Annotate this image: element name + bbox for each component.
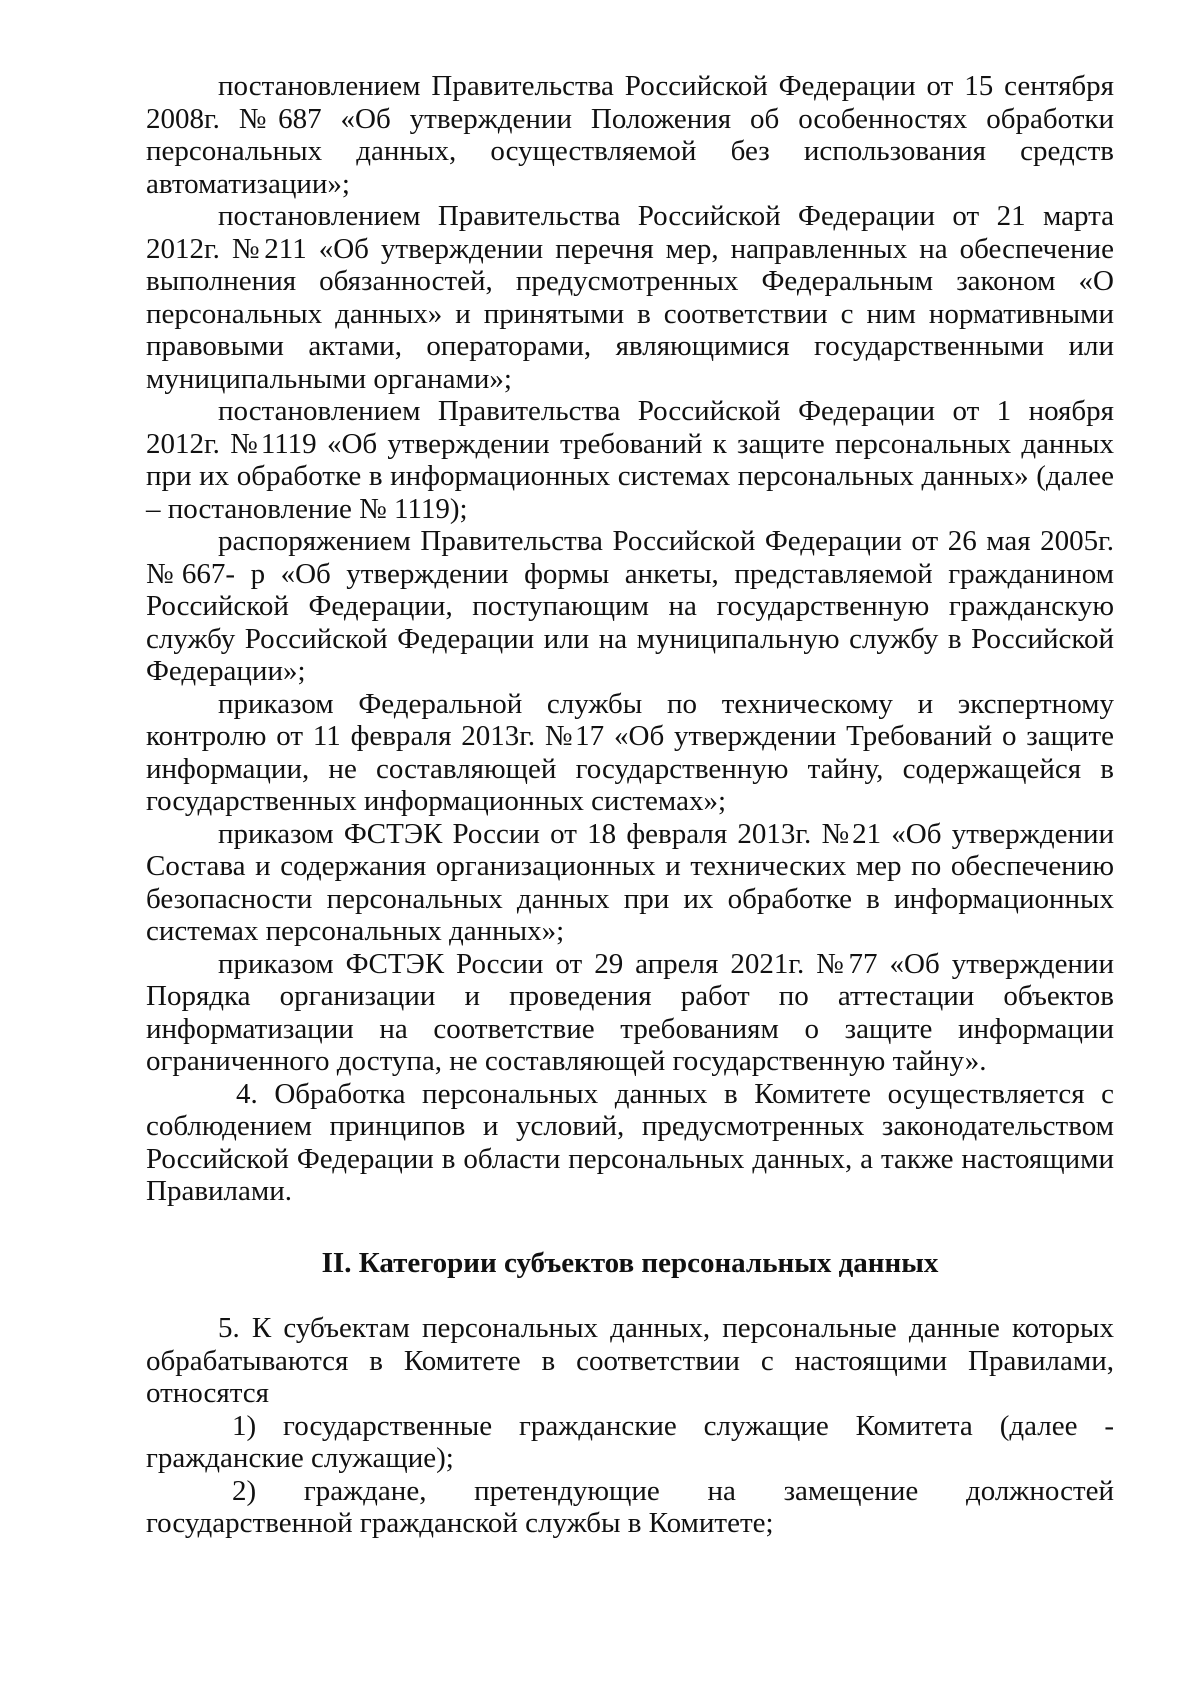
list-item-1: 1) государственные гражданские служащие Комитета (далее - гражданские служащие);	[146, 1409, 1114, 1474]
document-body	[146, 70, 1114, 1540]
section-heading: II. Категории субъектов персональных данных	[321, 1246, 939, 1279]
paragraph-decree-1119: постановлением Правительства Российской Федерации от 1 ноября 2012г. №1119 «Об утверждении требований к защите персональных данных при их обработке в информационных системах персональных данных» (далее – постановление № 1119);	[146, 395, 1114, 525]
list-item-2: 2) граждане, претендующие на замещение должностей государственной гражданской службы в Комитете;	[146, 1474, 1114, 1539]
paragraph-order-77: приказом ФСТЭК России от 29 апреля 2021г. №77 «Об утверждении Порядка организации и проведения работ по аттестации объектов информатизации на соответствие требованиям о защите информации ограниченного доступа, не составляющей государственную тайну».	[146, 947, 1114, 1077]
paragraph-order-17: приказом Федеральной службы по техническому и экспертному контролю от 11 февраля 2013г. №17 «Об утверждении Требований о защите информации, не составляющей государственную тайну, содержащейся в государственных информационных системах»;	[146, 687, 1114, 817]
paragraph-order-21: приказом ФСТЭК России от 18 февраля 2013г. №21 «Об утверждении Состава и содержания организационных и технических мер по обеспечению безопасности персональных данных при их обработке в информационных системах персональных данных»;	[146, 817, 1114, 947]
paragraph-item-4: 4. Обработка персональных данных в Комитете осуществляется с соблюдением принципов и условий, предусмотренных законодательством Российской Федерации в области персональных данных, а также настоящими Правилами.	[146, 1077, 1114, 1207]
paragraph-decree-211: постановлением Правительства Российской Федерации от 21 марта 2012г. №211 «Об утверждении перечня мер, направленных на обеспечение выполнения обязанностей, предусмотренных Федеральным законом «О персональных данных» и принятыми в соответствии с ним нормативными правовыми актами, операторами, являющимися государственными или муниципальными органами»;	[146, 200, 1114, 395]
paragraph-order-667: распоряжением Правительства Российской Федерации от 26 мая 2005г. №667- р «Об утверждении формы анкеты, представляемой гражданином Российской Федерации, поступающим на государственную гражданскую службу Российской Федерации или на муниципальную службу в Российской Федерации»;	[146, 525, 1114, 687]
paragraph-decree-687: постановлением Правительства Российской Федерации от 15 сентября 2008г. №687 «Об утверждении Положения об особенностях обработки персональных данных, осуществляемой без использования средств автоматизации»;	[146, 70, 1114, 200]
paragraph-item-5: 5. К субъектам персональных данных, персональные данные которых обрабатываются в Комитете в соответствии с настоящими Правилами, относятся	[146, 1312, 1114, 1409]
